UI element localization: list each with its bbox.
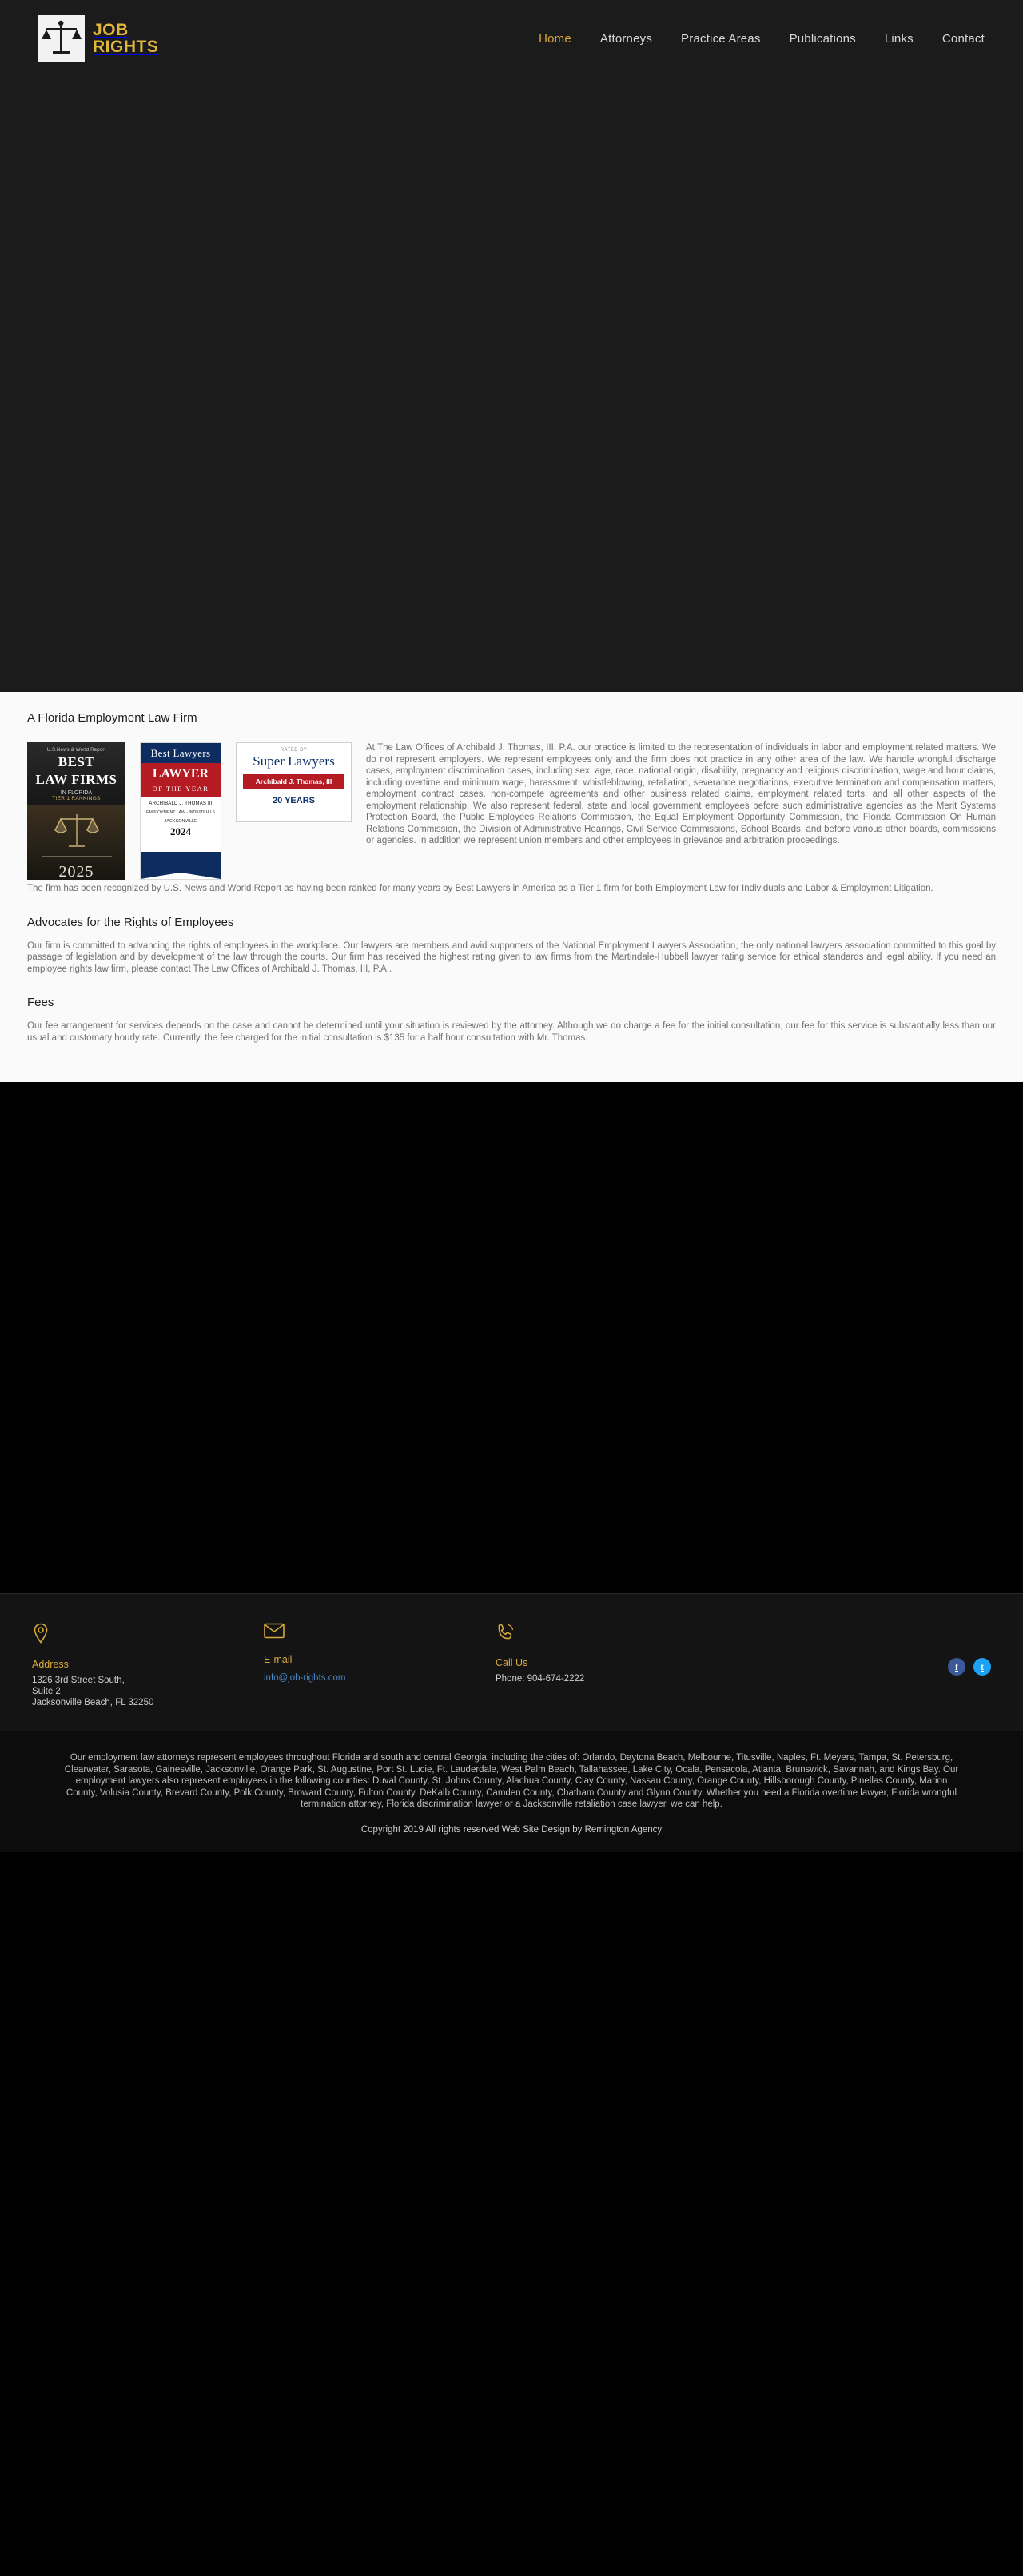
nav-item-attorneys[interactable]: Attorneys <box>599 31 653 46</box>
badge-best-law-firms <box>27 742 125 880</box>
badge-bestlawfirms-prefix: U.S.News & World Report <box>46 748 106 753</box>
nav-item-contact[interactable]: Contact <box>941 31 985 46</box>
badge-super-lawyers <box>236 742 352 822</box>
badge-loty-city: JACKSONVILLE <box>164 819 197 824</box>
badge-bestlawfirms-year: 2025 <box>58 863 94 880</box>
hero-banner <box>0 77 1023 692</box>
site-logo[interactable] <box>38 15 158 62</box>
copyright-text: Copyright 2019 All rights reserved Web Site Design by Remington Agency <box>360 1824 663 1835</box>
badge-super-name: Archibald J. Thomas, III <box>243 774 344 789</box>
badge-bestlawfirms-line1: IN FLORIDA <box>60 790 93 796</box>
footer-address-line3: Jacksonville Beach, FL 32250 <box>32 1698 154 1707</box>
site-footer <box>0 1593 1023 1731</box>
nav-item-links[interactable]: Links <box>884 31 914 46</box>
map-pin-icon <box>32 1623 264 1648</box>
page-title: A Florida Employment Law Firm <box>27 711 197 725</box>
badge-divider <box>42 856 112 857</box>
footer-phone-label: Call Us <box>496 1657 528 1668</box>
badge-lawyer-of-the-year <box>140 742 221 880</box>
footer-email-column <box>264 1623 496 1684</box>
phone-icon <box>496 1623 727 1646</box>
footer-email-link[interactable]: info@job-rights.com <box>264 1673 346 1683</box>
main-content <box>0 692 1023 1082</box>
badge-loty-category: EMPLOYMENT LAW - INDIVIDUALS <box>146 810 215 815</box>
badge-loty-ribbon <box>141 852 221 879</box>
footer-email-label: E-mail <box>264 1654 293 1665</box>
footer-phone-column <box>496 1623 727 1684</box>
footer-address-line1: 1326 3rd Street South, <box>32 1676 125 1685</box>
badge-loty-award: LAWYER <box>152 767 209 781</box>
main-navigation <box>539 32 985 46</box>
advocates-heading: Advocates for the Rights of Employees <box>27 915 234 929</box>
footer-address-column <box>32 1623 264 1708</box>
badge-loty-name: ARCHIBALD J. THOMAS III <box>149 801 213 806</box>
brand-line-2: RIGHTS <box>93 38 159 56</box>
scales-of-justice-icon <box>51 809 102 853</box>
footer-address-line2: Suite 2 <box>32 1687 61 1696</box>
footer-address-label: Address <box>32 1659 69 1670</box>
intro-paragraph: At The Law Offices of Archibald J. Thomas, III, P.A. our practice is limited to the representation of individuals in labor and employment related matters. We do not represent employers. We represent employees only and the firm does not practice in any other area of the law. We handle wrongful discharge cases, employment discrimination cases, including sex, age, race, national origin, disability, pregnancy and religious discrimination, wage and hour claims, including overtime and minimum wage, harassment, whistleblowing, retaliation, severance negotiations, executive termination and compensation matters, employment contract cases, non-compete agreements and other business related claims, employment related torts, and all other aspects of the employment relationship. We also represent federal, state and local government employees before such administrative agencies as the Merit Systems Protection Board, the Public Employees Relations Commission, the Equal Employment Opportunity Commission, the Florida Commission On Human Relations Commission, the Division of Administrative Hearings, Civil Service Commissions, School Boards, and before various other boards, commissions or agencies. In addition we represent union members and other employees in grievance and arbitration proceedings. <box>366 743 996 845</box>
envelope-icon <box>264 1623 496 1643</box>
facebook-icon[interactable]: f <box>948 1658 965 1676</box>
badge-loty-head: Best Lawyers <box>141 743 221 763</box>
award-badges <box>27 742 352 880</box>
badge-bestlawfirms-line2: TIER 1 RANKINGS <box>52 796 101 801</box>
fees-heading: Fees <box>27 996 54 1009</box>
badge-super-title: Super Lawyers <box>253 753 335 769</box>
nav-item-publications[interactable]: Publications <box>789 31 856 46</box>
brand-line-1: JOB <box>93 21 129 39</box>
badge-loty-award-sub: OF THE YEAR <box>152 785 209 793</box>
recognition-paragraph: The firm has been recognized by U.S. News and World Report as having been ranked for many years by Best Lawyers in America as a Tier 1 firm for both Employment Law for Individuals and Labor & Employment Litigation. <box>27 884 933 893</box>
site-header <box>0 0 1023 77</box>
footer-seo-bar <box>0 1731 1023 1852</box>
seo-text: Our employment law attorneys represent employees throughout Florida and south and central Georgia, including the cities of: Orlando, Daytona Beach, Melbourne, Titusville, Naples, Ft. Meyers, Tampa, St. Petersburg, Clearwater, Sarasota, Gainesville, Jacksonville, Orange Park, St. Augustine, Port St. Lucie, Ft. Lauderdale, West Palm Beach, Tallahassee, Lake City, Ocala, Pensacola, Atlanta, Brunswick, Savannah, and Kings Bay. Our employment lawyers also represent employees in the following counties: Duval County, St. Johns County, Alachua County, Clay County, Nassau County, Orange County, Hillsborough County, Pinellas County, Marion County, Volusia County, Brevard County, Polk County, Broward County, Fulton County, DeKalb County, Camden County, Chatham County and Glynn County. Whether you need a Florida overtime lawyer, Florida wrongful termination attorney, Florida discrimination lawyer or a Jacksonville retaliation case lawyer, we can help. <box>64 1753 959 1809</box>
nav-item-practice-areas[interactable]: Practice Areas <box>681 31 761 46</box>
footer-social-links <box>948 1623 991 1676</box>
footer-phone-value: Phone: 904-674-2222 <box>496 1674 585 1684</box>
twitter-icon[interactable]: t <box>973 1658 991 1676</box>
badge-super-years: 20 YEARS <box>273 796 315 805</box>
badge-bestlawfirms-title2: LAW FIRMS <box>35 772 117 787</box>
fees-paragraph: Our fee arrangement for services depends on the case and cannot be determined until your situation is reviewed by the attorney. Although we do charge a fee for the initial consultation, our fee for this service is substantially less than our usual and customary hourly rate. Currently, the fee charged for the initial consultation is $135 for a half hour consultation with Mr. Thomas. <box>27 1021 996 1043</box>
badge-super-rated-by: RATED BY <box>280 748 308 753</box>
scales-of-justice-icon <box>38 15 85 62</box>
nav-item-home[interactable]: Home <box>539 31 571 46</box>
badge-loty-year: 2024 <box>170 825 191 837</box>
brand-text <box>93 22 158 55</box>
page-spacer <box>0 1082 1023 1593</box>
badge-bestlawfirms-title: BEST <box>58 754 95 769</box>
advocates-paragraph: Our firm is committed to advancing the rights of employees in the workplace. Our lawyers are members and avid supporters of the National Employment Lawyers Association, the only national lawyers association committed to this goal by passage of legislation and by development of the law through the courts. Our firm has received the highest rating given to law firms from the Martindale-Hubbell lawyer rating service for ethical standards and legal ability. If you need an employee rights law firm, please contact The Law Offices of Archibald J. Thomas, III, P.A.. <box>27 940 996 974</box>
